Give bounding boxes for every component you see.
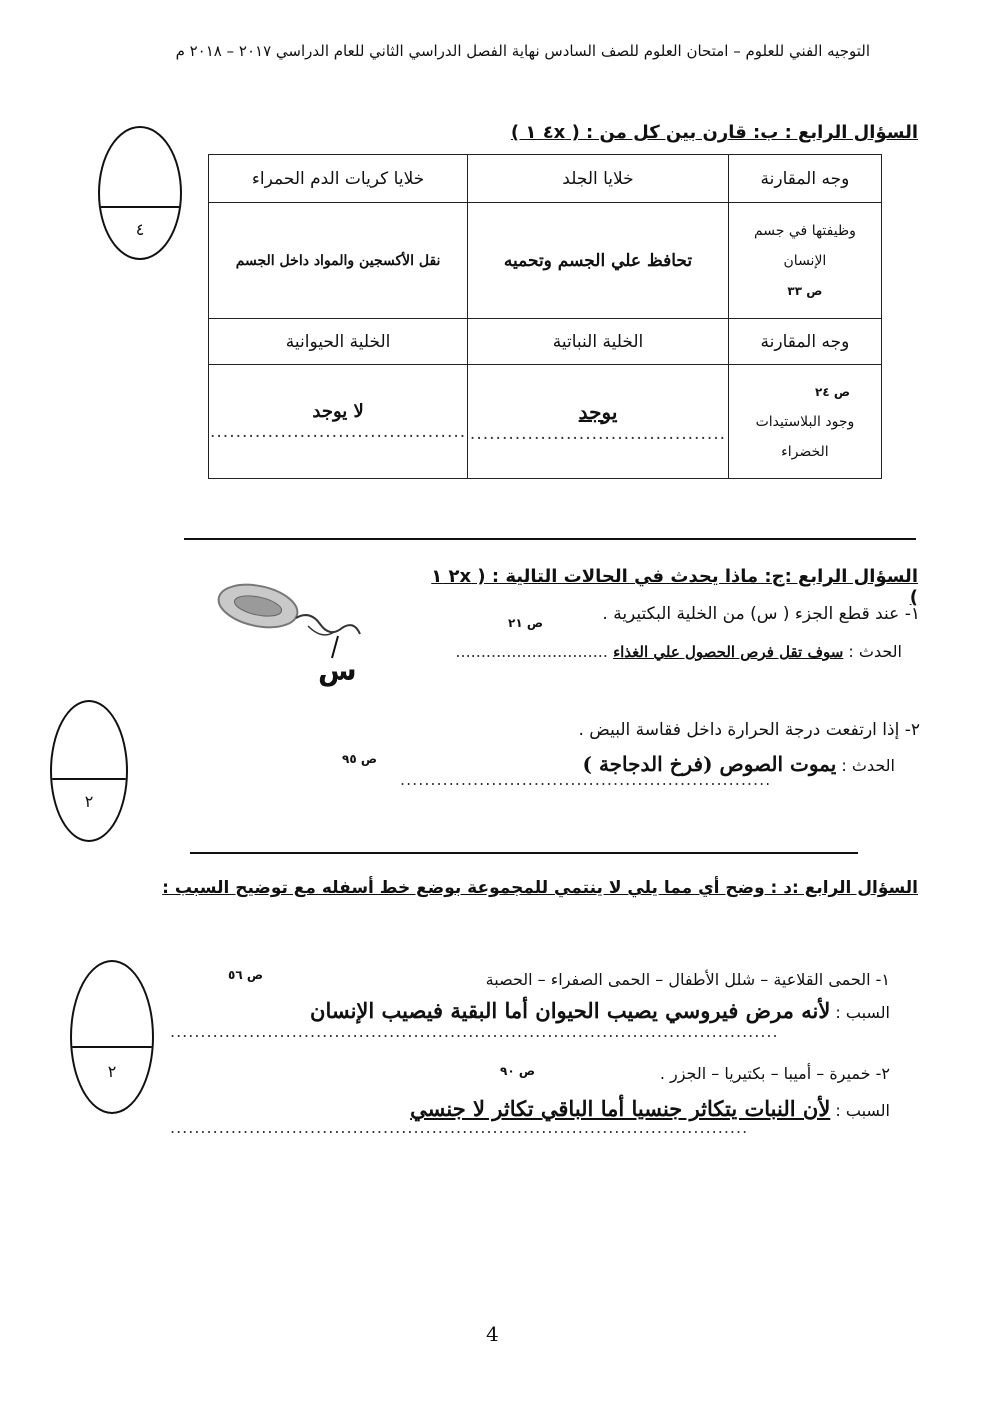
dotted-line: .................................................................................................... xyxy=(170,1022,779,1041)
figure-label-sin: س xyxy=(318,654,357,687)
answer-skin-function: تحافظ علي الجسم وتحميه xyxy=(468,203,729,319)
q4d-item-1: ١- الحمى القلاعية – شلل الأطفال – الحمى الصفراء – الحصبة xyxy=(485,970,890,989)
page-number: 4 xyxy=(486,1322,499,1346)
answer-plant-chloroplasts: يوجد ........................................ xyxy=(468,365,729,479)
dotted-line: ........................................ xyxy=(210,422,467,442)
page-ref: ص ٩٠ xyxy=(500,1064,535,1078)
score-oval-q4d xyxy=(70,960,154,1114)
header-red-blood-cells: خلايا كريات الدم الحمراء xyxy=(209,155,468,203)
dotted-line: ............................................................. xyxy=(400,770,772,789)
section-divider xyxy=(184,538,916,540)
score-oval-q4c xyxy=(50,700,128,842)
answer-animal-chloroplasts: لا يوجد ........................................ xyxy=(209,365,468,479)
criterion-chloroplasts: ص ٢٤ وجود البلاستيدات الخضراء xyxy=(728,365,881,479)
score-oval-q4b xyxy=(98,126,182,260)
flagellum xyxy=(296,615,360,634)
dotted-line: ............................................................................................... xyxy=(170,1118,749,1137)
score-value: ٤ xyxy=(135,220,145,239)
q4d-item-2: ٢- خميرة – أميبا – بكتيريا – الجزر . xyxy=(659,1064,890,1083)
q4c-answer-row-2: الحدث : يموت الصوص (فرخ الدجاجة ) xyxy=(582,752,895,776)
answer-text: يموت الصوص (فرخ الدجاجة ) xyxy=(582,752,837,776)
q4c-item-2: ٢- إذا ارتفعت درجة الحرارة داخل فقاسة البيض . xyxy=(578,720,920,740)
answer-text: لأن النبات يتكاثر جنسيا أما الباقي تكاثر لا جنسي xyxy=(410,1096,831,1121)
page-ref: ص ٣٣ xyxy=(787,283,823,298)
header-criterion-2: وجه المقارنة xyxy=(728,319,881,365)
header-skin-cells: خلايا الجلد xyxy=(468,155,729,203)
header-criterion: وجه المقارنة xyxy=(728,155,881,203)
q4c-answer-row-1: الحدث : سوف تقل فرص الحصول علي الغذاء .............................. xyxy=(455,642,902,661)
header-plant-cell: الخلية النباتية xyxy=(468,319,729,365)
criterion-function: وظيفتها في جسم الإنسان ص ٣٣ xyxy=(728,203,881,319)
score-value: ٢ xyxy=(107,1062,117,1081)
comparison-table xyxy=(208,154,882,479)
score-value: ٢ xyxy=(84,792,94,811)
answer-text: سوف تقل فرص الحصول علي الغذاء xyxy=(613,643,844,661)
q4c-item-1: ١- عند قطع الجزء ( س) من الخلية البكتيرية . xyxy=(602,604,920,624)
page-ref: ص ٢٤ xyxy=(815,384,850,399)
header-animal-cell: الخلية الحيوانية xyxy=(209,319,468,365)
q4d-answer-row-2: السبب : لأن النبات يتكاثر جنسيا أما الباقي تكاثر لا جنسي xyxy=(410,1096,890,1121)
section-divider xyxy=(190,852,858,854)
page-ref: ص ٢١ xyxy=(508,616,543,630)
q4d-answer-row-1: السبب : لأنه مرض فيروسي يصيب الحيوان أما البقية فيصيب الإنسان xyxy=(310,998,890,1023)
flagellum-2 xyxy=(308,626,334,635)
dotted-line: ........................................ xyxy=(469,423,727,444)
page-ref: ص ٥٦ xyxy=(228,968,263,982)
page-ref: ص ٩٥ xyxy=(342,752,377,766)
question-4b-title: السؤال الرابع : ب: قارن بين كل من : ( ٤x ١ ) xyxy=(510,122,918,143)
answer-text: لأنه مرض فيروسي يصيب الحيوان أما البقية فيصيب الإنسان xyxy=(310,998,831,1023)
page-header: التوجيه الفني للعلوم – امتحان العلوم للصف السادس نهاية الفصل الدراسي الثاني للعام الدراسي ٢٠١٧ – ٢٠١٨ م xyxy=(175,42,870,60)
question-4c-title: السؤال الرابع :ج: ماذا يحدث في الحالات التالية : ( ٢x ١ ) xyxy=(431,566,918,608)
answer-rbc-function: نقل الأكسجين والمواد داخل الجسم xyxy=(209,203,468,319)
question-4d-title: السؤال الرابع :د : وضح أي مما يلي لا ينتمي للمجموعة بوضع خط أسفله مع توضيح السبب : xyxy=(162,878,918,898)
